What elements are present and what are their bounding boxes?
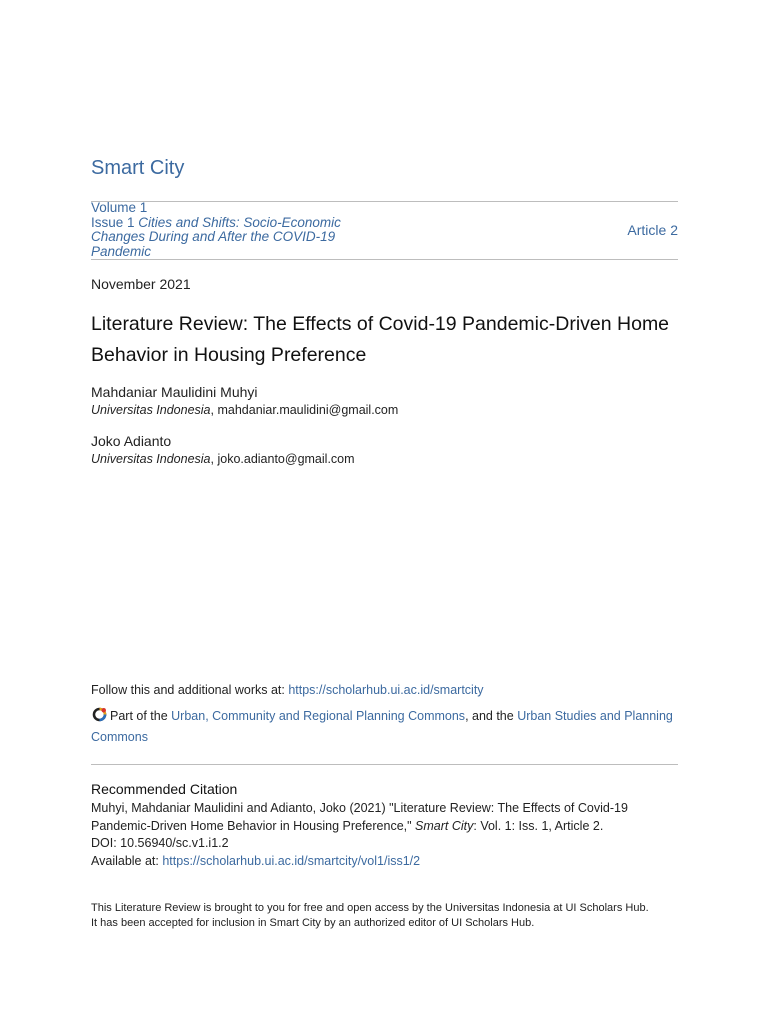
follow-url-link[interactable]: https://scholarhub.ui.ac.id/smartcity <box>288 683 484 697</box>
part-of-line <box>91 706 678 748</box>
recommended-citation-heading: Recommended Citation <box>91 781 238 797</box>
commons-link-urban-studies[interactable]: Urban Studies and Planning Commons <box>91 709 673 744</box>
citation-doi: DOI: 10.56940/sc.v1.i1.2 <box>91 836 229 850</box>
access-statement <box>91 901 678 931</box>
citation-journal: Smart City <box>415 818 474 833</box>
issue-title: Cities and Shifts: Socio-Economic Changes During and After the COVID-19 Pandemic <box>91 214 341 259</box>
author-email-1: mahdaniar.maulidini@gmail.com <box>217 403 399 417</box>
part-of-middle: , and the <box>465 709 518 723</box>
article-link[interactable]: Article 2 <box>627 222 678 238</box>
issue-divider <box>91 259 678 260</box>
commons-link-urban-community[interactable]: Urban, Community and Regional Planning Commons <box>171 709 466 723</box>
issue-details <box>91 201 381 259</box>
citation-divider <box>91 764 678 765</box>
part-of-prefix: Part of the <box>110 709 172 723</box>
affiliation-1: Universitas Indonesia <box>91 403 211 417</box>
citation-authors-title: Muhyi, Mahdaniar Maulidini and Adianto, Joko (2021) "Literature Review: The Effects of Covid-19 Pandemic-Driven Home Behavior in Housing Preference," <box>91 801 628 833</box>
issue-info <box>91 201 678 259</box>
available-at-link[interactable]: https://scholarhub.ui.ac.id/smartcity/vol1/iss1/2 <box>162 853 421 868</box>
citation-text <box>91 800 678 870</box>
author-email-2: joko.adianto@gmail.com <box>217 452 355 466</box>
issue-prefix: Issue 1 <box>91 214 135 230</box>
follow-text: Follow this and additional works at: <box>91 683 289 697</box>
publication-date: November 2021 <box>91 276 191 292</box>
author-affiliation-1: Universitas Indonesia, mahdaniar.maulidini@gmail.com <box>91 403 399 417</box>
affiliation-2: Universitas Indonesia <box>91 452 211 466</box>
author-name-2: Joko Adianto <box>91 433 172 449</box>
access-statement-line-2: It has been accepted for inclusion in Smart City by an authorized editor of UI Scholars Hub. <box>91 917 535 929</box>
available-at-label: Available at: <box>91 853 163 868</box>
article-title: Literature Review: The Effects of Covid-19 Pandemic-Driven Home Behavior in Housing Preference <box>91 313 670 366</box>
citation-volume-info: : Vol. 1: Iss. 1, Article 2. <box>473 818 604 833</box>
author-affiliation-2: Universitas Indonesia, joko.adianto@gmail.com <box>91 452 355 466</box>
issue-link[interactable] <box>91 215 341 259</box>
access-statement-line-1: This Literature Review is brought to you for free and open access by the Universitas Indonesia at UI Scholars Hub. <box>91 902 649 914</box>
author-name-1: Mahdaniar Maulidini Muhyi <box>91 384 258 400</box>
volume-link[interactable]: Volume 1 <box>91 200 148 215</box>
follow-line <box>91 683 484 697</box>
open-access-network-icon <box>91 706 108 723</box>
journal-title-link[interactable]: Smart City <box>91 157 185 179</box>
